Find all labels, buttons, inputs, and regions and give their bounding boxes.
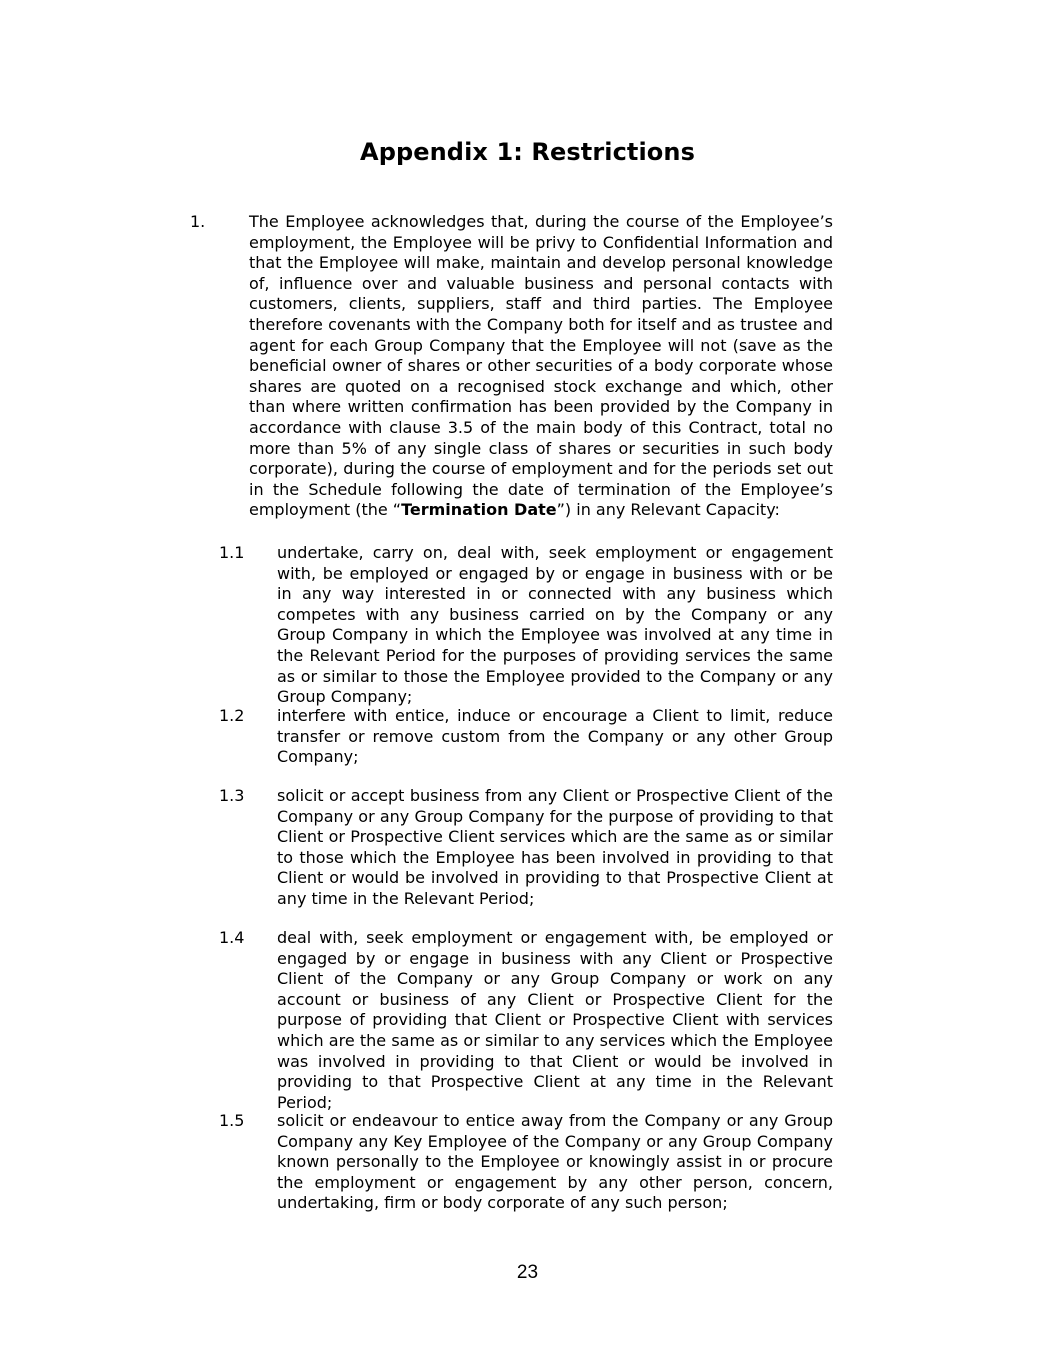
- subclause-1-1-text: undertake, carry on, deal with, seek employment or engagement with, be employed or engaged by or engage in business with or be in any way interested in or connected with any business which competes with any business carried on by the Company or any Group Company in which the Employee was involved at any time in the Relevant Period for the purposes of providing services the same as or similar to those the Employee provided to the Company or any Group Company;: [277, 543, 833, 707]
- defined-term-termination-date: Termination Date: [401, 500, 557, 520]
- subclause-1-2-text: interfere with entice, induce or encourage a Client to limit, reduce transfer or remove custom from the Company or any other Group Company;: [277, 706, 833, 767]
- page-title: Appendix 1: Restrictions: [360, 138, 695, 166]
- subclause-1-5-number: 1.5: [219, 1111, 245, 1130]
- clause-1-text-after: ”) in any Relevant Capacity:: [556, 500, 780, 520]
- clause-1-number: 1.: [190, 212, 206, 231]
- subclause-1-5-text: solicit or endeavour to entice away from the Company or any Group Company any Key Employee of the Company or any Group Company known personally to the Employee or knowingly assist in or procure the employment or engagement by any other person, concern, undertaking, firm or body corporate of any such person;: [277, 1111, 833, 1213]
- clause-1-text: [249, 212, 833, 521]
- page-number: 23: [516, 1262, 539, 1283]
- subclause-1-1-number: 1.1: [219, 543, 245, 562]
- subclause-1-3-text: solicit or accept business from any Client or Prospective Client of the Company or any Group Company for the purpose of providing to that Client or Prospective Client services which are the same as or similar to those which the Employee has been involved in providing to that Client or would be involved in providing to that Prospective Client at any time in the Relevant Period;: [277, 786, 833, 908]
- subclause-1-2-number: 1.2: [219, 706, 245, 725]
- subclause-1-4-number: 1.4: [219, 928, 245, 947]
- clause-1-text-before: The Employee acknowledges that, during the course of the Employee’s employment, the Employee will be privy to Confidential Information and that the Employee will make, maintain and develop personal knowledge of, influence over and valuable business and personal contacts with customers, clients, suppliers, staff and third parties. The Employee therefore covenants with the Company both for itself and as trustee and agent for each Group Company that the Employee will not (save as the beneficial owner of shares or other securities of a body corporate whose shares are quoted on a recognised stock exchange and which, other than where written confirmation has been provided by the Company in accordance with clause 3.5 of the main body of this Contract, total no more than 5% of any single class of shares or securities in such body corporate), during the course of employment and for the periods set out in the Schedule following the date of termination of the Employee’s employment (the “: [249, 212, 833, 520]
- subclause-1-4-text: deal with, seek employment or engagement with, be employed or engaged by or engage in business with any Client or Prospective Client of the Company or any Group Company or work on any account or business of any Client or Prospective Client for the purpose of providing that Client or Prospective Client with services which are the same as or similar to any services which the Employee was involved in providing to that Client or would be involved in providing to that Prospective Client at any time in the Relevant Period;: [277, 928, 833, 1112]
- subclause-1-3-number: 1.3: [219, 786, 245, 805]
